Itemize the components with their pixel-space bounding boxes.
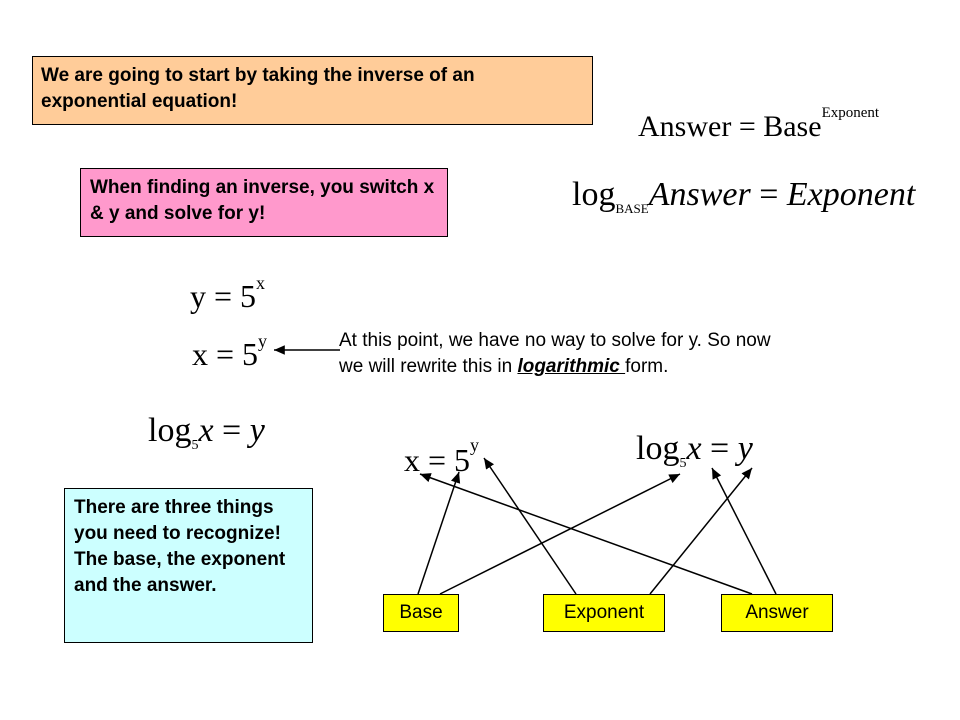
log5-sub: 5 (191, 437, 199, 453)
diagram-log-word: log (636, 430, 680, 467)
log-rhs: Exponent (786, 176, 916, 213)
y-exponent: x (256, 273, 266, 294)
formula-base: Base (763, 110, 822, 143)
log5-word: log (148, 412, 192, 449)
intro-text: We are going to start by taking the inverse of an exponential equation! (41, 65, 475, 112)
arrow-answer-to-exp-x (420, 474, 752, 594)
log-equals: = (759, 176, 779, 213)
note-line-2-prefix: we will rewrite this in (339, 356, 518, 377)
y-eq-sign: = (214, 278, 233, 314)
x-var: x (192, 336, 208, 372)
label-answer-text: Answer (745, 602, 809, 623)
three-things-text: There are three things you need to recognize! The base, the exponent and the answer. (74, 497, 286, 596)
note-line-2-suffix: form. (625, 356, 669, 377)
log-argument: Answer (648, 176, 751, 213)
diagram-log-sub: 5 (679, 455, 687, 471)
log5-rhs: y (249, 412, 265, 449)
y-var: y (190, 278, 206, 314)
log5-eq: = (222, 412, 242, 449)
arrow-answer-to-log-x (712, 468, 776, 594)
diagram-x-base: 5 (454, 442, 471, 478)
formula-equals: = (738, 110, 756, 143)
y-base: 5 (240, 278, 257, 314)
arrow-base-to-exp-base (418, 472, 459, 594)
diagram-log-arg: x (686, 430, 702, 467)
log-base-sub: BASE (615, 200, 649, 216)
log5-arg: x (198, 412, 214, 449)
x-exponent: y (258, 331, 268, 352)
x-base: 5 (242, 336, 259, 372)
label-exponent-text: Exponent (563, 602, 645, 623)
label-base-text: Base (399, 602, 443, 623)
diagram-x-exponent: y (470, 435, 480, 456)
arrow-base-to-log-sub (440, 474, 680, 594)
note-emphasis-logarithmic: logarithmic (517, 356, 626, 377)
formula-exponent: Exponent (821, 105, 880, 121)
inverse-text: When finding an inverse, you switch x & y and solve for y! (90, 177, 435, 224)
diagram-x-eq: = (428, 442, 447, 478)
note-line-1: At this point, we have no way to solve for y. So now (339, 330, 771, 351)
diagram-log-eq: = (710, 430, 730, 467)
log-word: log (572, 176, 616, 213)
diagram-x-var: x (404, 442, 420, 478)
diagram-log-rhs: y (737, 430, 753, 467)
x-eq-sign: = (216, 336, 235, 372)
formula-answer: Answer (638, 110, 732, 143)
